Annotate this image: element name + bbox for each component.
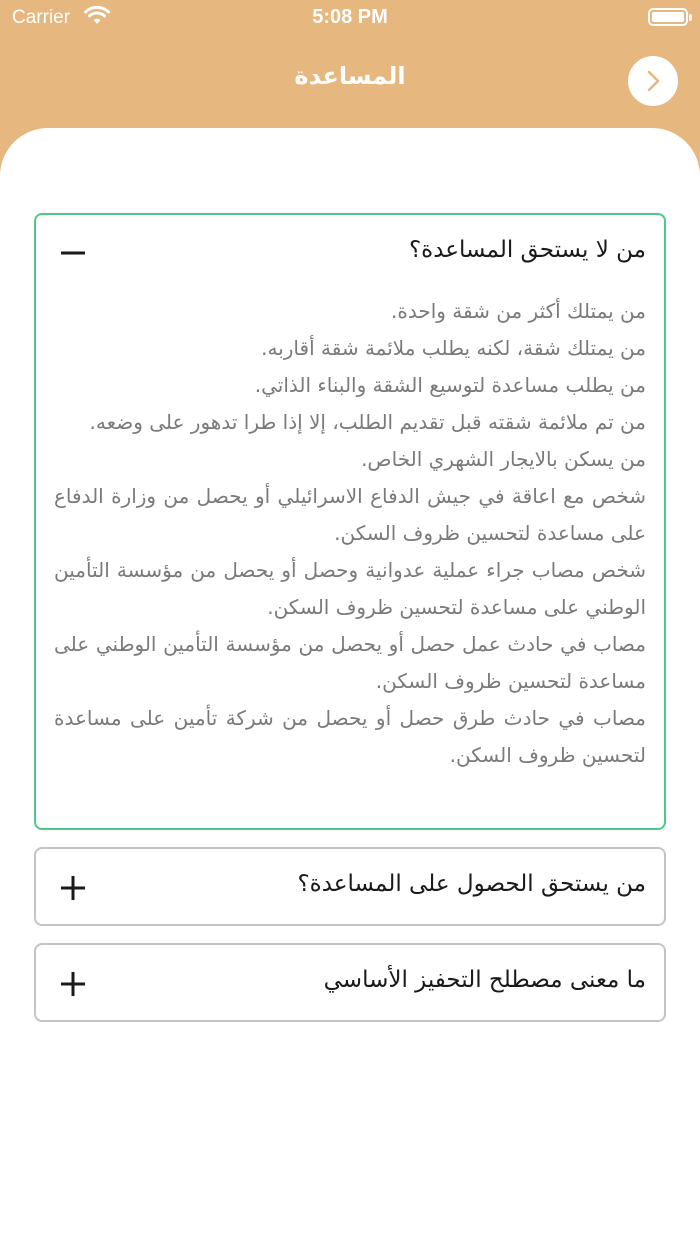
answer-line: مصاب في حادث طرق حصل أو يحصل من شركة تأمين على مساعدة لتحسين ظروف السكن. bbox=[54, 706, 646, 767]
answer-line: من يطلب مساعدة لتوسيع الشقة والبناء الذاتي. bbox=[254, 373, 646, 397]
plus-icon[interactable] bbox=[58, 969, 88, 999]
faq-question[interactable]: ما معنى مصطلح التحفيز الأساسي bbox=[323, 967, 646, 993]
answer-line: مصاب في حادث عمل حصل أو يحصل من مؤسسة التأمين الوطني على مساعدة لتحسين ظروف السكن. bbox=[54, 632, 646, 693]
answer-line: شخص مع اعاقة في جيش الدفاع الاسرائيلي أو يحصل من وزارة الدفاع على مساعدة لتحسين ظروف السكن. bbox=[54, 484, 646, 545]
faq-question[interactable]: من لا يستحق المساعدة؟ bbox=[408, 237, 646, 263]
answer-line: من يمتلك شقة، لكنه يطلب ملائمة شقة أقاربه. bbox=[261, 336, 646, 360]
faq-item-not-eligible[interactable] bbox=[34, 213, 666, 830]
status-bar bbox=[0, 0, 700, 36]
chevron-right-icon bbox=[642, 70, 664, 92]
answer-line: من يمتلك أكثر من شقة واحدة. bbox=[391, 299, 646, 323]
plus-icon[interactable] bbox=[58, 873, 88, 903]
faq-item-basic-incentive[interactable] bbox=[34, 943, 666, 1022]
answer-line: من يسكن بالايجار الشهري الخاص. bbox=[361, 447, 646, 471]
minus-icon[interactable] bbox=[58, 238, 88, 268]
faq-item-eligible[interactable] bbox=[34, 847, 666, 926]
battery-icon bbox=[648, 8, 688, 26]
faq-answer bbox=[54, 293, 646, 774]
answer-line: من تم ملائمة شقته قبل تقديم الطلب، إلا إذا طرا تدهور على وضعه. bbox=[89, 410, 646, 434]
answer-line: شخص مصاب جراء عملية عدوانية وحصل أو يحصل من مؤسسة التأمين الوطني على مساعدة لتحسين ظروف السكن. bbox=[54, 558, 646, 619]
page-title: المساعدة bbox=[294, 62, 406, 90]
back-button[interactable] bbox=[628, 56, 678, 106]
carrier-label: Carrier bbox=[12, 7, 71, 28]
faq-question[interactable]: من يستحق الحصول على المساعدة؟ bbox=[297, 871, 646, 897]
status-time: 5:08 PM bbox=[312, 6, 388, 28]
